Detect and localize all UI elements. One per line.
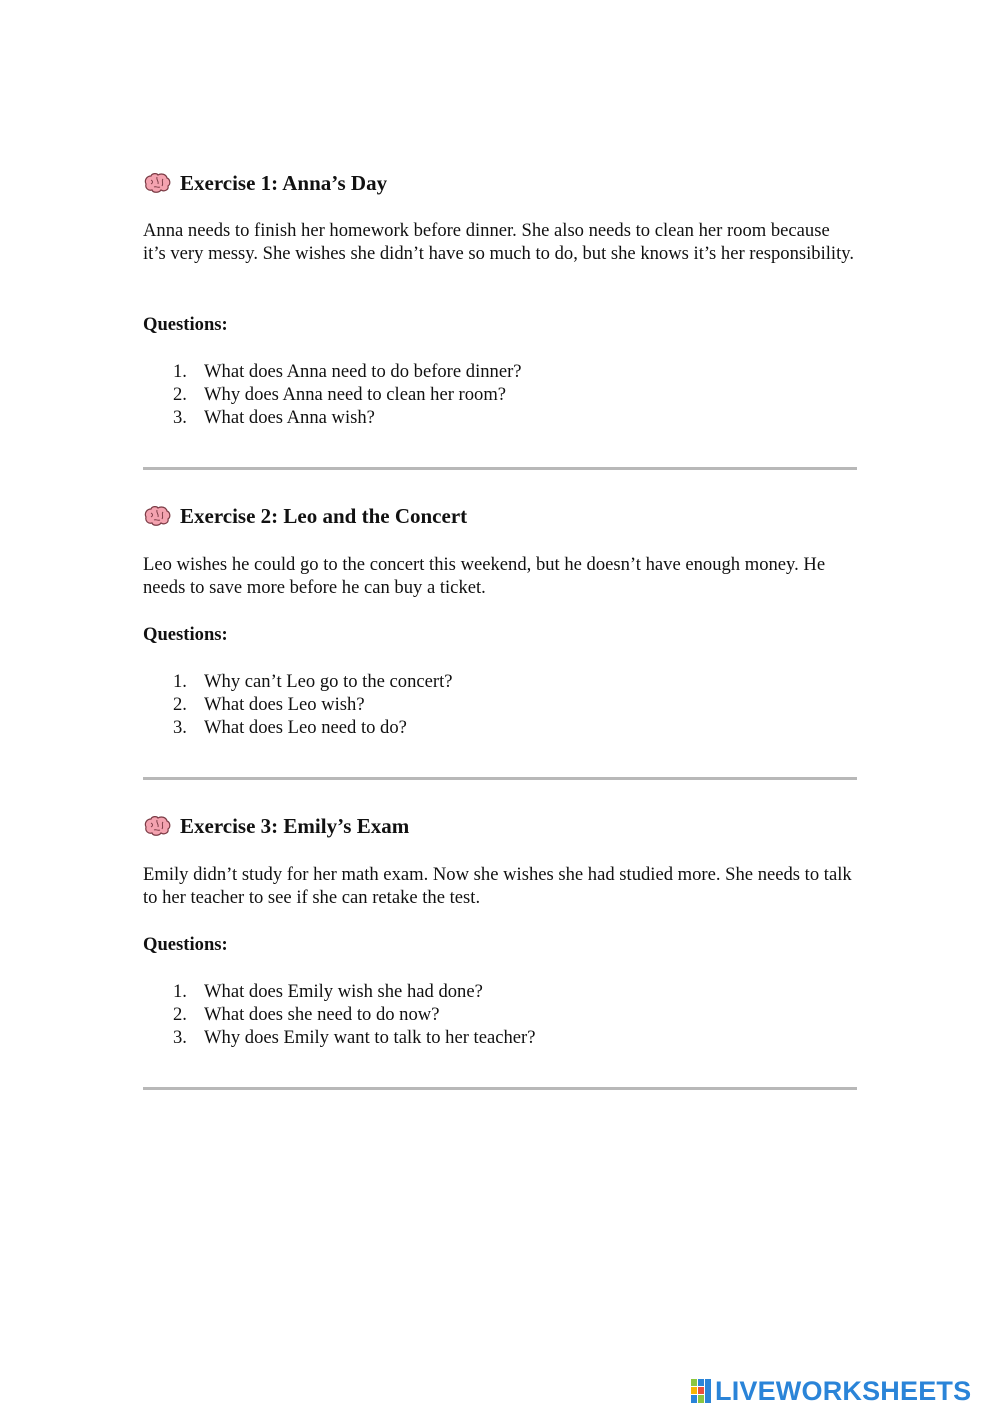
question-item bbox=[143, 406, 522, 429]
exercise-3-heading bbox=[143, 811, 409, 841]
questions-label: Questions: bbox=[143, 624, 228, 645]
exercise-title: Exercise 1: Anna’s Day bbox=[180, 171, 388, 195]
question-number: 3. bbox=[173, 717, 187, 739]
section-divider bbox=[143, 777, 857, 780]
question-number: 2. bbox=[173, 384, 187, 406]
section-divider bbox=[143, 467, 857, 470]
liveworksheets-logo-icon bbox=[690, 1378, 712, 1404]
question-item bbox=[143, 980, 535, 1003]
brain-icon bbox=[143, 815, 171, 837]
question-text: Why can’t Leo go to the concert? bbox=[204, 671, 453, 692]
liveworksheets-logo[interactable] bbox=[690, 1374, 971, 1408]
question-item bbox=[143, 693, 453, 716]
exercise-1-heading bbox=[143, 168, 387, 198]
question-item bbox=[143, 1026, 535, 1049]
question-item bbox=[143, 1003, 535, 1026]
exercise-2-heading bbox=[143, 501, 467, 531]
question-number: 1. bbox=[173, 981, 187, 1002]
question-text: What does Leo need to do? bbox=[204, 717, 407, 739]
question-text: What does Emily wish she had done? bbox=[204, 981, 483, 1002]
exercise-passage: Emily didn’t study for her math exam. Now she wishes she had studied more. She needs to talk to her teacher to see if she can retake the test. bbox=[143, 864, 852, 909]
question-text: Why does Emily want to talk to her teacher? bbox=[204, 1027, 536, 1049]
questions-list bbox=[143, 980, 535, 1050]
brain-icon bbox=[143, 172, 171, 194]
exercise-passage: Leo wishes he could go to the concert this weekend, but he doesn’t have enough money. He needs to save more before he can buy a ticket. bbox=[143, 554, 826, 599]
question-number: 1. bbox=[173, 361, 187, 382]
question-number: 2. bbox=[173, 694, 187, 716]
questions-list bbox=[143, 360, 522, 430]
exercise-title: Exercise 2: Leo and the Concert bbox=[180, 504, 468, 528]
questions-label: Questions: bbox=[143, 314, 228, 335]
brain-icon bbox=[143, 505, 171, 527]
exercise-passage: Anna needs to finish her homework before dinner. She also needs to clean her room because it’s very messy. She wishes she didn’t have so much to do, but she knows it’s her responsibility. bbox=[143, 220, 854, 265]
question-item bbox=[143, 716, 453, 739]
question-text: What does she need to do now? bbox=[204, 1004, 440, 1026]
question-number: 3. bbox=[173, 407, 187, 429]
section-divider bbox=[143, 1087, 857, 1090]
question-text: What does Anna wish? bbox=[204, 407, 375, 429]
question-number: 2. bbox=[173, 1004, 187, 1026]
question-number: 3. bbox=[173, 1027, 187, 1049]
question-item bbox=[143, 670, 453, 693]
logo-wordmark: LIVEWORKSHEETS bbox=[715, 1376, 972, 1406]
question-text: What does Anna need to do before dinner? bbox=[204, 361, 522, 382]
question-text: What does Leo wish? bbox=[204, 694, 365, 716]
question-number: 1. bbox=[173, 671, 187, 692]
question-item bbox=[143, 360, 522, 383]
questions-list bbox=[143, 670, 453, 740]
question-text: Why does Anna need to clean her room? bbox=[204, 384, 507, 406]
exercise-title: Exercise 3: Emily’s Exam bbox=[180, 814, 410, 838]
questions-label: Questions: bbox=[143, 934, 228, 955]
question-item bbox=[143, 383, 522, 406]
